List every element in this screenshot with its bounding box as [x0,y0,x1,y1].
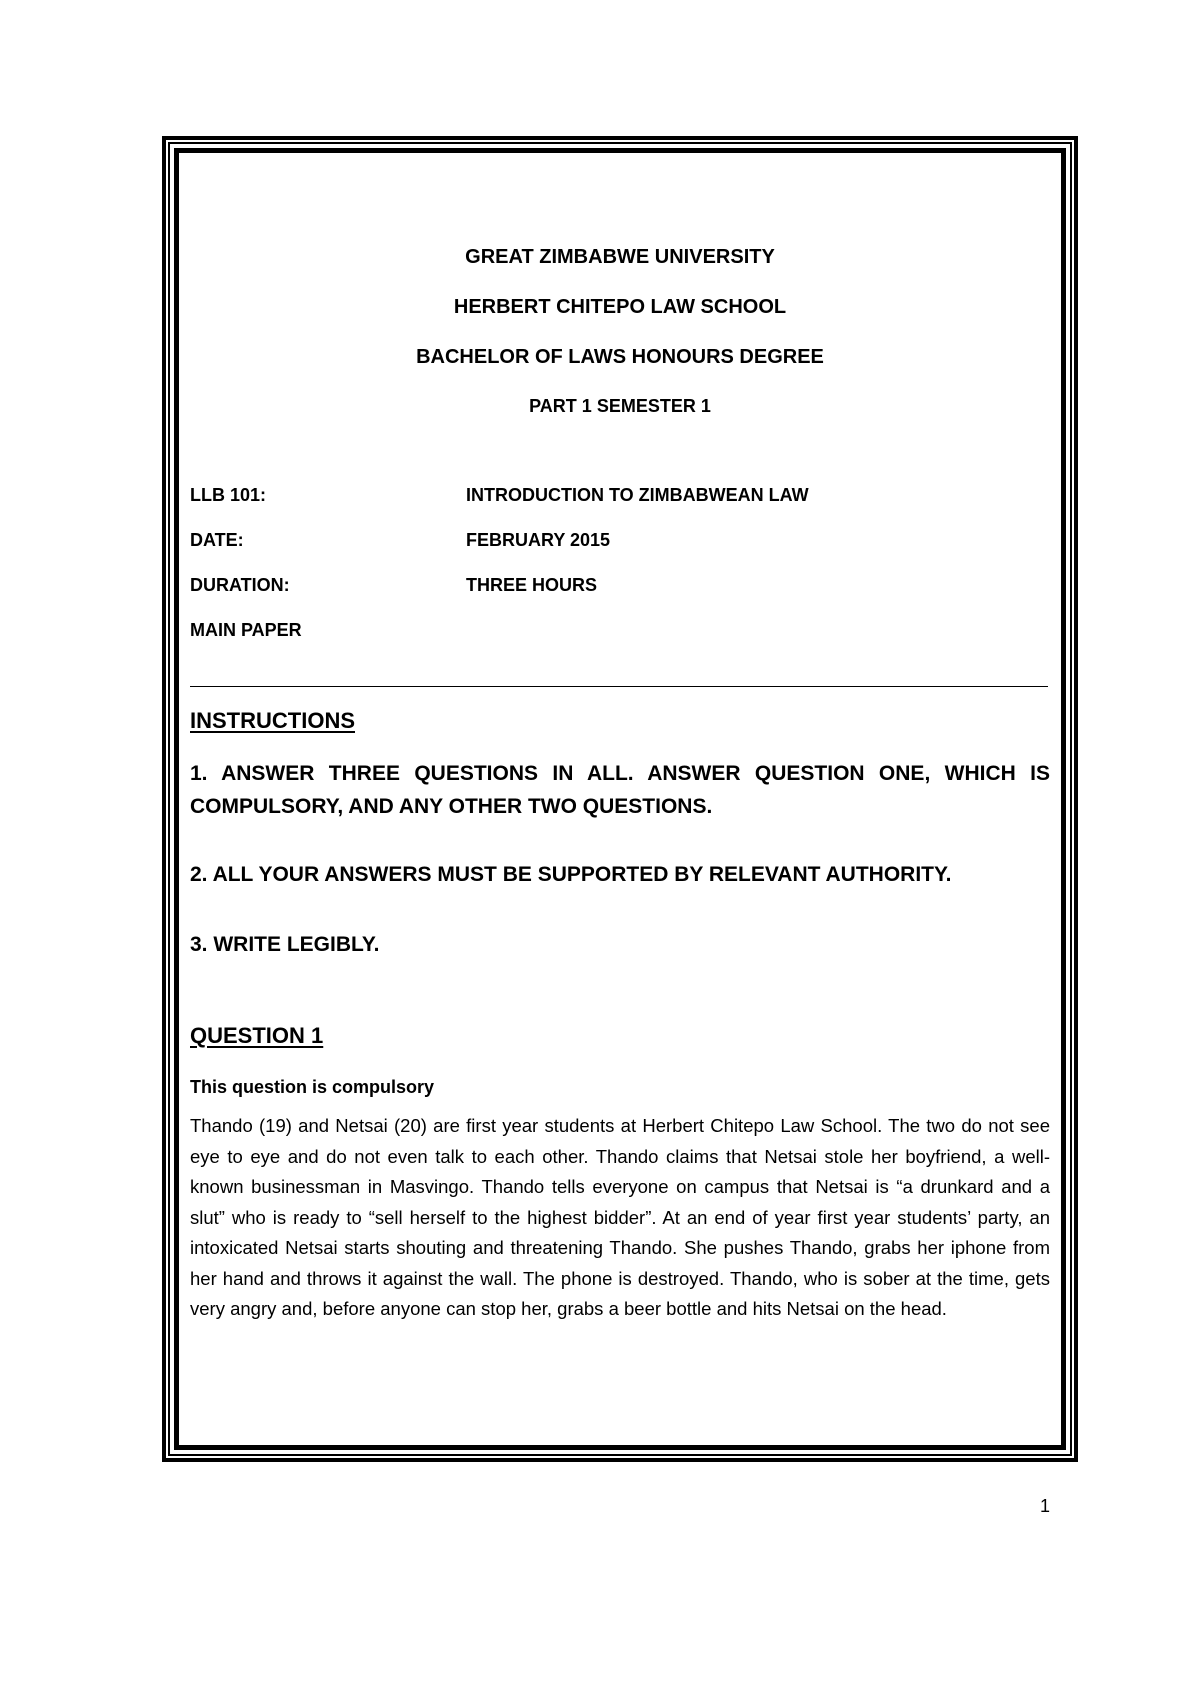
instruction-item-1: 1. ANSWER THREE QUESTIONS IN ALL. ANSWER QUESTION ONE, WHICH IS COMPULSORY, AND ANY OTHER TWO QUESTIONS. [190,762,1050,818]
date-label: DATE: [190,530,244,550]
page-number: 1 [1040,1496,1051,1516]
separator-line [190,686,1048,687]
course-title-value: INTRODUCTION TO ZIMBABWEAN LAW [466,485,809,505]
duration-value: THREE HOURS [466,575,598,595]
degree-name: BACHELOR OF LAWS HONOURS DEGREE [416,346,824,368]
duration-label: DURATION: [190,575,290,595]
course-code-label: LLB 101: [190,485,267,505]
date-value: FEBRUARY 2015 [466,530,611,550]
instructions-title: INSTRUCTIONS [190,708,355,733]
part-semester: PART 1 SEMESTER 1 [529,396,711,416]
school-name: HERBERT CHITEPO LAW SCHOOL [453,296,787,318]
university-name: GREAT ZIMBABWE UNIVERSITY [465,246,775,268]
instruction-item-2: 2. ALL YOUR ANSWERS MUST BE SUPPORTED BY RELEVANT AUTHORITY. [190,863,952,886]
paper-type-label: MAIN PAPER [190,620,302,640]
question-1-title: QUESTION 1 [190,1023,324,1048]
question-1-scenario: Thando (19) and Netsai (20) are first year students at Herbert Chitepo Law School. The two do not see eye to eye and do not even talk to each other. Thando claims that Netsai stole her boyfriend, a well-known businessman in Masvingo. Thando tells everyone on campus that Netsai is “a drunkard and a slut” who is ready to “sell herself to the highest bidder”. At an end of year first year students’ party, an intoxicated Netsai starts shouting and threatening Thando. She pushes Thando, grabs her iphone from her hand and throws it against the wall. The phone is destroyed. Thando, who is sober at the time, gets very angry and, before anyone can stop her, grabs a beer bottle and hits Netsai on the head. [190,1115,1050,1319]
instruction-item-3: 3. WRITE LEGIBLY. [190,933,380,956]
question-1-note: This question is compulsory [190,1077,435,1097]
